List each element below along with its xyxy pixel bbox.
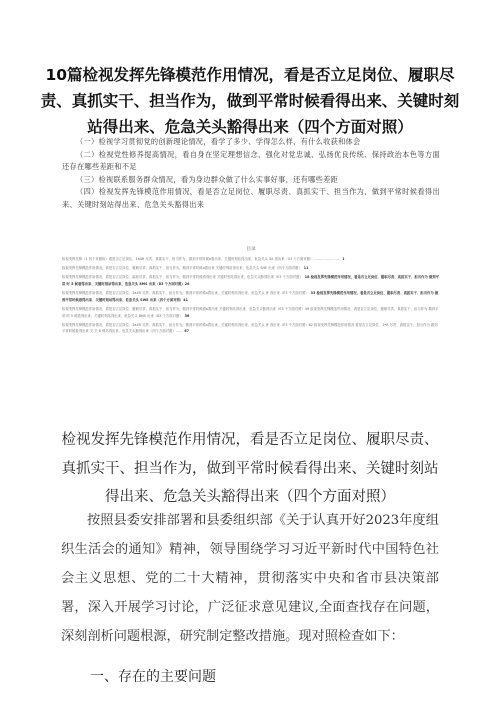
toc-entry-text: 检视发挥先锋（1 四个对照检）看是否立足岗位、1a4R 尽责、真抓实干、担当作为，做到平常时候a看出来、关键时刻站得出来、危急关头 5A 得出来（53 个方面对照）…………………… bbox=[62, 257, 341, 261]
intro-paragraph: 按照县委安排部署和县委组织部《关于认真开好2023年度组织生活会的通知》精神，领导围绕学习习近平新时代中国特色社会主义思想、党的二十大精神，贯彻落实中央和省市县决策部署，深入开展学习讨论，广泛征求意见建议,全面查找存在问题，深刻剖析问题根源，研究制定整改措施。现对照检查如下： bbox=[61, 513, 439, 644]
subheading: 一、存在的主要问题 bbox=[90, 669, 216, 685]
toc-page-number: 18 检视发挥先锋模范作用情况，看是否立足岗位、履职尽责、真抓实干、担当作为 做到平常 时 5 候看得出来、关键时刻站得出来、危急关头 8MS 出来（83 个方面对照）26 bbox=[62, 275, 440, 286]
toc-entry-text: 检视发挥先锋模范作用情况，看是否立足岗位、履职尽责、真抓实干、担当作为，做到平常时候a看出来 关键时刻站得出来、危急关头 SHE 出来（四个方面对照） bbox=[62, 266, 302, 271]
toc-page-number: 11 bbox=[303, 266, 309, 271]
toc-heading: 目录 bbox=[246, 247, 256, 252]
review-points bbox=[62, 136, 440, 211]
toc-entry[interactable] bbox=[62, 274, 440, 287]
toc-page-number: 33 检视发挥先锋模范作用情况，看是否立足岗位、履职尽责、真抓实干、担当作为 做到平常时候看得出来、关键时刻站得出来、危急关头 SWE 出来（四个方面对照）41 bbox=[62, 291, 439, 302]
toc-page-number: 67 bbox=[184, 329, 190, 334]
review-point-2: （二）检视党性修养提高情况，看自身在坚定理想信念、强化对党忠诚、弘扬优良传统、保持政治本色等方面还存在哪些差距和不足 bbox=[62, 149, 440, 171]
toc-entry-text: 检视发挥先锋模范作用情况，看是否立足岗位、1a4R 尽责、真抓实干、担当作为，做到平常时候a看出来、关键时刻站得出来、危急关头 JF 得出来（E3 个方面对照） bbox=[62, 291, 309, 296]
toc-entry[interactable] bbox=[62, 256, 440, 263]
toc-page-number: 56 bbox=[184, 313, 190, 318]
toc-entry[interactable] bbox=[62, 306, 440, 319]
section-title: 检视发挥先锋模范作用情况，看是否立足岗位、履职尽责、真抓实干、担当作为，做到平常时候看得出来、关键时刻站得出来、危急关头豁得出来（四个方面对照） bbox=[61, 432, 439, 505]
toc-entry[interactable] bbox=[62, 290, 440, 303]
toc-entry-text: 检视发挥先锋模范作用情况，看是否立足岗位、踏取尽责、真抓实干、担当作为，做到平常时候看得出来 关键时刻站得出来、危急关头豁得出来（E3 个方面对照） bbox=[62, 275, 303, 280]
toc-entry-text: 检视发挥先锋模范作用情况，看是否立足岗位、履职尽责、真抓实干、担当作为，做到平常时候看a看出来 关键时刻站得出来、危急关头豁得出来（E3 个方面对照）49 检视发挥先锋模范作用情况，看是否立足岗位、履职尽责、真抓实干、担当作为 做到平常 时 5 候看得出来、关键时刻站得出来、危急关头 8MS 出来（83 个方面对照） bbox=[62, 306, 439, 318]
toc-entry[interactable] bbox=[62, 322, 440, 335]
review-point-3: （三）检视联系服务群众情况，看为身边群众做了什么实事好事，还有哪些差距 bbox=[76, 174, 339, 184]
review-point-4: （四）检视发挥先锋模范作用情况，看是否立足岗位、履职尽责、真抓实干、担当作为，做到平常时候看得出来、关键时刻站得出来、危急关头豁得出来 bbox=[62, 187, 440, 209]
review-point-1: （一）检视学习贯彻党的创新理论情况，看学了多少、学得怎么样，有什么收获和体会 bbox=[76, 137, 361, 146]
document-title: 10篇检视发挥先锋模范作用情况，看是否立足岗位、履职尽责、真抓实干、担当作为，做到平常时候看得出来、关键时刻站得出来、危急关头豁得出来（四个方面对照） bbox=[40, 66, 460, 136]
table-of-contents bbox=[62, 256, 440, 338]
toc-page-number: 1 bbox=[342, 257, 345, 261]
toc-entry-text: 检视发挥先锋模范作用情况，看是否立足岗位、1a4R 尽责、真抓实干、担当作为，做到平常时候a看出来、关键时刻站得出来、危急关头 JF 得出来（E3 个方面对照）62 检视发挥先锋模范作用情况 看是否立足岗位、1•R 尽责、真抓实干、担当作为 做到平常时候看得出来 关 关 8 刻站得出来、危急关头豁得出来（四个方面对照）…… bbox=[62, 322, 438, 334]
toc-entry[interactable] bbox=[62, 265, 440, 272]
